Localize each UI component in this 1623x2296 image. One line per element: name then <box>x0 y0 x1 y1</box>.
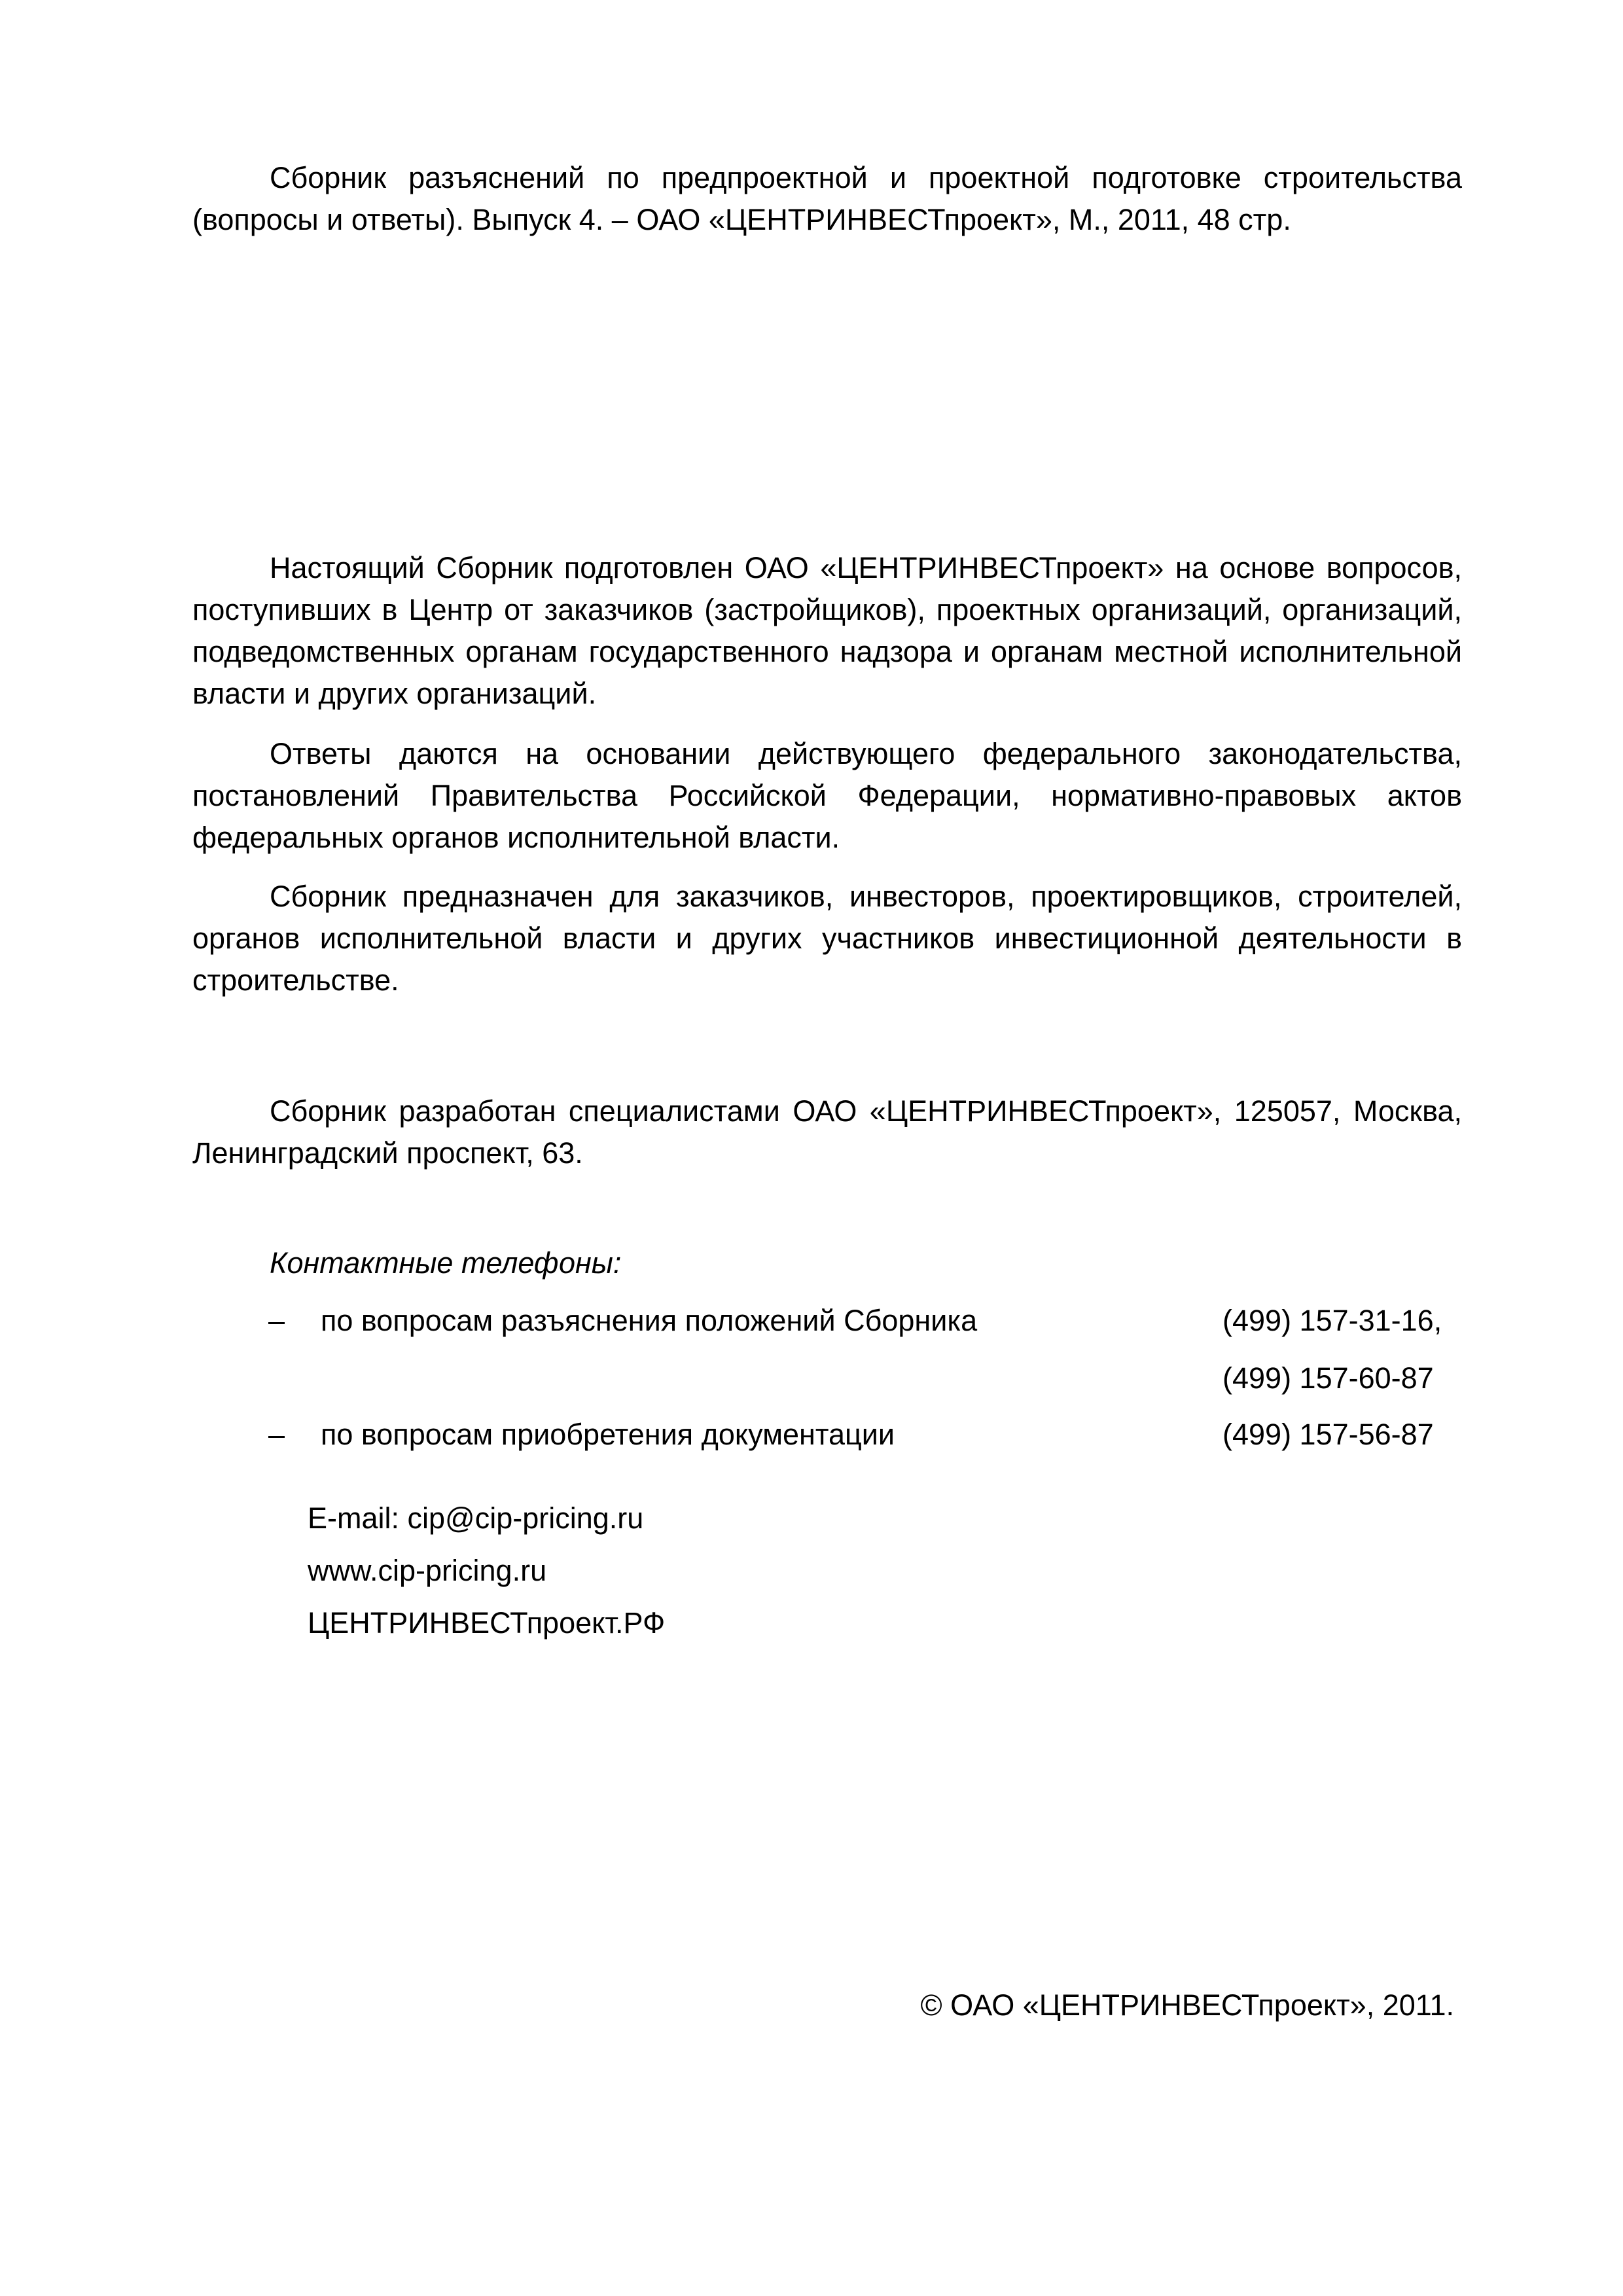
contact-row <box>0 1357 1623 1399</box>
contact-phone: (499) 157-56-87 <box>1222 1418 1434 1451</box>
contact-label: по вопросам приобретения документации <box>321 1418 895 1451</box>
copyright-notice: © ОАО «ЦЕНТРИНВЕСТпроект», 2011. <box>920 1988 1454 2022</box>
email-line: E-mail: cip@cip-pricing.ru <box>308 1501 644 1535</box>
contacts-heading: Контактные телефоны: <box>270 1246 622 1280</box>
intro-paragraph-2: Ответы даются на основании действующего федерального законодательства, постановлений Правительства Российской Федерации, нормативно-правовых актов федеральных органов исполнительной власти. <box>192 737 1462 854</box>
contact-row <box>0 1414 1623 1456</box>
citation-paragraph: Сборник разъяснений по предпроектной и проектной подготовке строительства (вопросы и ответы). Выпуск 4. – ОАО «ЦЕНТРИНВЕСТпроект», М., 2011, 48 стр. <box>192 161 1462 236</box>
contact-dash: – <box>268 1418 285 1451</box>
rf-domain-link[interactable]: ЦЕНТРИНВЕСТпроект.РФ <box>308 1606 666 1640</box>
website-link[interactable]: www.cip-pricing.ru <box>308 1554 547 1587</box>
intro-paragraph-3: Сборник предназначен для заказчиков, инвесторов, проектировщиков, строителей, органов исполнительной власти и других участников инвестиционной деятельности в строительстве. <box>192 880 1462 997</box>
contact-phone: (499) 157-31-16, <box>1222 1304 1442 1337</box>
contact-label: по вопросам разъяснения положений Сборника <box>321 1304 978 1337</box>
contact-phone: (499) 157-60-87 <box>1222 1361 1434 1395</box>
developer-paragraph: Сборник разработан специалистами ОАО «ЦЕНТРИНВЕСТпроект», 125057, Москва, Ленинградский проспект, 63. <box>192 1094 1462 1170</box>
contact-dash: – <box>268 1304 285 1337</box>
intro-paragraph-1: Настоящий Сборник подготовлен ОАО «ЦЕНТРИНВЕСТпроект» на основе вопросов, поступивших в Центр от заказчиков (застройщиков), проектных организаций, организаций, подведомственных органам государственного надзора и органам местной исполнительной власти и других организаций. <box>192 551 1462 710</box>
contact-row <box>0 1300 1623 1342</box>
